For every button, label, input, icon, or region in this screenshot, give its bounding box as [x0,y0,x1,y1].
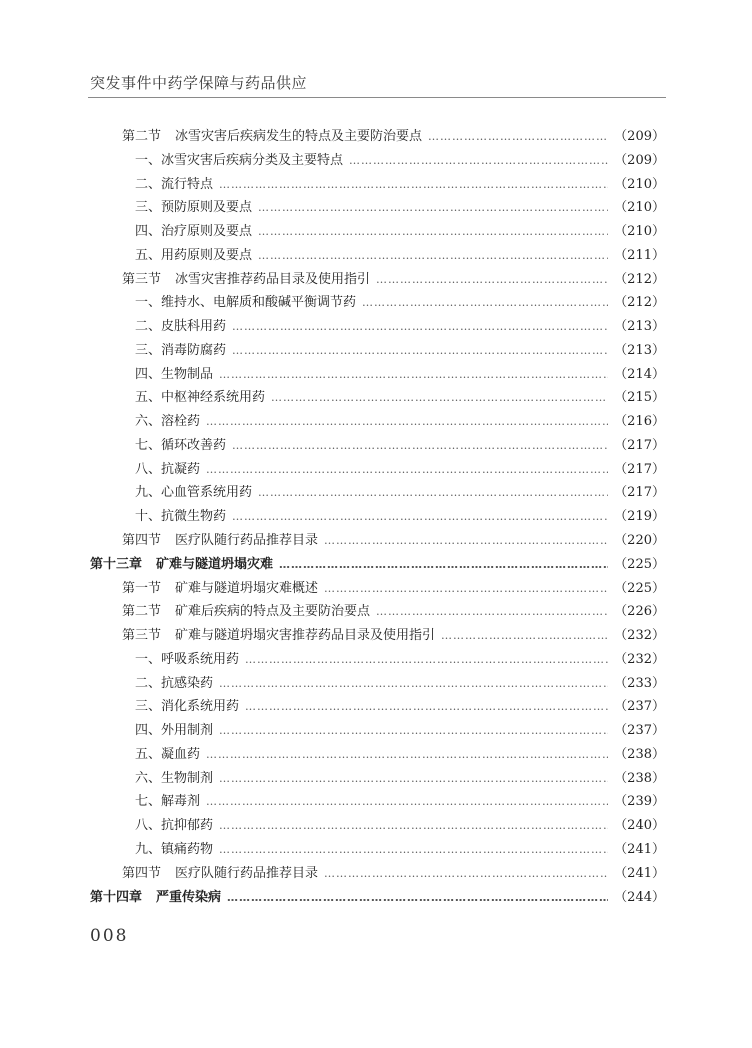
toc-entry-text: 二、皮肤科用药 [135,319,227,335]
toc-entry-title [122,268,370,292]
toc-page-number: （213） [614,319,665,335]
toc-entry-title [122,577,318,601]
toc-page-number: （209） [614,129,665,144]
toc-entry-title [122,600,370,624]
toc-entry-title [135,220,252,244]
toc-subsection-row[interactable] [90,481,665,505]
toc-entry-number: 第一节 [122,580,162,596]
toc-page-number: （225） [614,556,665,572]
dot-leader [349,149,608,173]
toc-page-number: （241） [614,865,665,881]
toc-entry-title [135,814,213,838]
toc-page-number: （212） [614,295,665,311]
dot-leader [324,862,608,886]
dot-leader [428,125,608,149]
dot-leader [219,838,608,862]
toc-section-row[interactable] [90,125,665,149]
dot-leader [245,695,608,719]
toc-entry-text: 三、预防原则及要点 [135,200,253,216]
dot-leader [219,363,608,387]
toc-page-number: （213） [614,342,665,358]
toc-entry-text: 一、维持水、电解质和酸碱平衡调节药 [135,295,357,311]
toc-entry-text: 冰雪灾害推荐药品目录及使用指引 [175,271,371,287]
toc-page-number: （210） [614,224,665,240]
toc-entry-text: 五、中枢神经系统用药 [135,390,266,406]
toc-subsection-row[interactable] [90,505,665,529]
dot-leader [324,529,608,553]
toc-entry-title [135,196,252,220]
dot-leader [258,220,608,244]
toc-entry-text: 严重传染病 [156,889,222,905]
toc-entry-title [122,125,422,149]
toc-entry-title [90,553,273,577]
toc-entry-title [135,315,226,339]
toc-entry-text: 八、抗抑郁药 [135,818,214,834]
toc-subsection-row[interactable] [90,719,665,743]
toc-page-number: （217） [614,461,665,477]
toc-entry-text: 六、溶栓药 [135,414,201,430]
page-number: 008 [90,926,129,946]
toc-subsection-row[interactable] [90,434,665,458]
toc-entry-text: 二、流行特点 [135,176,214,192]
toc-subsection-row[interactable] [90,149,665,173]
toc-entry-text: 医疗队随行药品推荐目录 [175,533,319,549]
toc-entry-text: 矿难与隧道坍塌灾难概述 [175,580,319,596]
toc-page-number: （220） [614,533,665,549]
toc-page-number: （238） [614,746,665,762]
toc-page-number: （211） [614,247,665,263]
dot-leader [245,648,608,672]
toc-entry-number: 第四节 [122,865,162,881]
toc-subsection-row[interactable] [90,648,665,672]
dot-leader [219,814,608,838]
toc-entry-text: 九、镇痛药物 [135,841,214,857]
toc-page-number: （225） [614,580,665,596]
toc-entry-title [135,244,252,268]
dot-leader [324,577,608,601]
running-header: 突发事件中药学保障与药品供应 [90,74,308,92]
toc-section-row[interactable] [90,624,665,648]
toc-page-number: （226） [614,604,665,620]
dot-leader [206,790,608,814]
dot-leader [227,886,608,910]
toc-entry-title [135,149,343,173]
toc-section-row[interactable] [90,529,665,553]
dot-leader [279,553,608,577]
toc-subsection-row[interactable] [90,173,665,197]
dot-leader [232,315,608,339]
toc-subsection-row[interactable] [90,790,665,814]
toc-entry-title [135,481,252,505]
dot-leader [206,410,608,434]
toc-page-number: （233） [614,675,665,691]
toc-entry-number: 第三节 [122,628,162,644]
toc-page-number: （217） [614,437,665,453]
toc-entry-title [135,505,226,529]
toc-entry-text: 十、抗微生物药 [135,509,227,525]
toc-entry-text: 一、冰雪灾害后疾病分类及主要特点 [135,152,344,168]
toc-entry-title [122,862,318,886]
toc-entry-title [135,291,356,315]
toc-section-row[interactable] [90,600,665,624]
toc-entry-title [135,838,213,862]
toc-entry-title [135,719,213,743]
toc-entry-title [135,363,213,387]
toc-entry-title [122,624,435,648]
dot-leader [232,434,608,458]
toc-entry-text: 九、心血管系统用药 [135,485,253,501]
dot-leader [219,767,608,791]
toc-entry-text: 冰雪灾害后疾病发生的特点及主要防治要点 [175,129,423,144]
header-rule [88,97,666,98]
toc-section-row[interactable] [90,268,665,292]
toc-subsection-row[interactable] [90,315,665,339]
dot-leader [271,386,608,410]
dot-leader [219,719,608,743]
toc-entry-title [135,672,213,696]
toc-section-row[interactable] [90,862,665,886]
toc-subsection-row[interactable] [90,363,665,387]
toc-subsection-row[interactable] [90,244,665,268]
toc-entry-text: 矿难后疾病的特点及主要防治要点 [175,604,371,620]
toc-page-number: （232） [614,651,665,667]
toc-subsection-row[interactable] [90,291,665,315]
toc-subsection-row[interactable] [90,838,665,862]
toc-entry-number: 第四节 [122,533,162,549]
toc-entry-text: 矿难与隧道坍塌灾难 [156,556,274,572]
toc-entry-number: 第二节 [122,129,162,144]
toc-page-number: （237） [614,723,665,739]
toc-subsection-row[interactable] [90,410,665,434]
toc-subsection-row[interactable] [90,458,665,482]
toc-entry-text: 二、抗感染药 [135,675,214,691]
toc-page-number: （240） [614,818,665,834]
toc-subsection-row[interactable] [90,743,665,767]
dot-leader [376,268,608,292]
toc-page-number: （212） [614,271,665,287]
toc-page-number: （244） [614,889,665,905]
toc-entry-title [135,458,200,482]
toc-page-number: （238） [614,770,665,786]
toc-page-number: （209） [614,152,665,168]
dot-leader [258,244,608,268]
toc-entry-text: 医疗队随行药品推荐目录 [175,865,319,881]
toc-page-number: （237） [614,699,665,715]
toc-entry-text: 七、解毒剂 [135,794,201,810]
toc-entry-number: 第十三章 [90,556,143,572]
dot-leader [232,339,608,363]
toc-entry-title [135,434,226,458]
toc-section-row[interactable] [90,577,665,601]
toc-entry-title [135,386,265,410]
toc-chapter-row[interactable] [90,886,665,910]
toc-entry-number: 第十四章 [90,889,143,905]
toc-entry-text: 五、用药原则及要点 [135,247,253,263]
toc-chapter-row[interactable] [90,553,665,577]
toc-entry-title [135,173,213,197]
toc-entry-text: 七、循环改善药 [135,437,227,453]
toc-entry-text: 四、生物制品 [135,366,214,382]
dot-leader [258,481,608,505]
toc-entry-title [135,767,213,791]
dot-leader [206,743,608,767]
toc-entry-text: 四、治疗原则及要点 [135,224,253,240]
toc-entry-text: 五、凝血药 [135,746,201,762]
toc-subsection-row[interactable] [90,339,665,363]
toc-entry-number: 第三节 [122,271,162,287]
dot-leader [219,173,608,197]
dot-leader [258,196,608,220]
toc-entry-text: 矿难与隧道坍塌灾害推荐药品目录及使用指引 [175,628,436,644]
dot-leader [206,458,608,482]
toc-page-number: （216） [614,414,665,430]
toc-entry-title [135,339,226,363]
dot-leader [219,672,608,696]
toc-entry-title [135,648,239,672]
toc-entry-title [122,529,318,553]
toc-entry-text: 一、呼吸系统用药 [135,651,240,667]
toc-subsection-row[interactable] [90,220,665,244]
dot-leader [376,600,608,624]
toc-page-number: （241） [614,841,665,857]
toc-page-number: （217） [614,485,665,501]
toc-entry-title [135,743,200,767]
toc-subsection-row[interactable] [90,695,665,719]
toc-entry-text: 八、抗凝药 [135,461,201,477]
toc-entry-text: 三、消毒防腐药 [135,342,227,358]
toc-page-number: （232） [614,628,665,644]
dot-leader [441,624,608,648]
toc-subsection-row[interactable] [90,196,665,220]
toc-entry-title [135,790,200,814]
toc-subsection-row[interactable] [90,672,665,696]
dot-leader [232,505,608,529]
toc-entry-text: 六、生物制剂 [135,770,214,786]
toc-subsection-row[interactable] [90,386,665,410]
dot-leader [362,291,608,315]
toc-page-number: （210） [614,200,665,216]
table-of-contents [90,125,665,909]
toc-page-number: （215） [614,390,665,406]
toc-page-number: （214） [614,366,665,382]
toc-entry-text: 四、外用制剂 [135,723,214,739]
toc-entry-title [135,410,200,434]
toc-page-number: （210） [614,176,665,192]
toc-entry-number: 第二节 [122,604,162,620]
toc-page-number: （239） [614,794,665,810]
toc-entry-title [90,886,221,910]
toc-entry-text: 三、消化系统用药 [135,699,240,715]
toc-page-number: （219） [614,509,665,525]
toc-entry-title [135,695,239,719]
toc-subsection-row[interactable] [90,767,665,791]
toc-subsection-row[interactable] [90,814,665,838]
